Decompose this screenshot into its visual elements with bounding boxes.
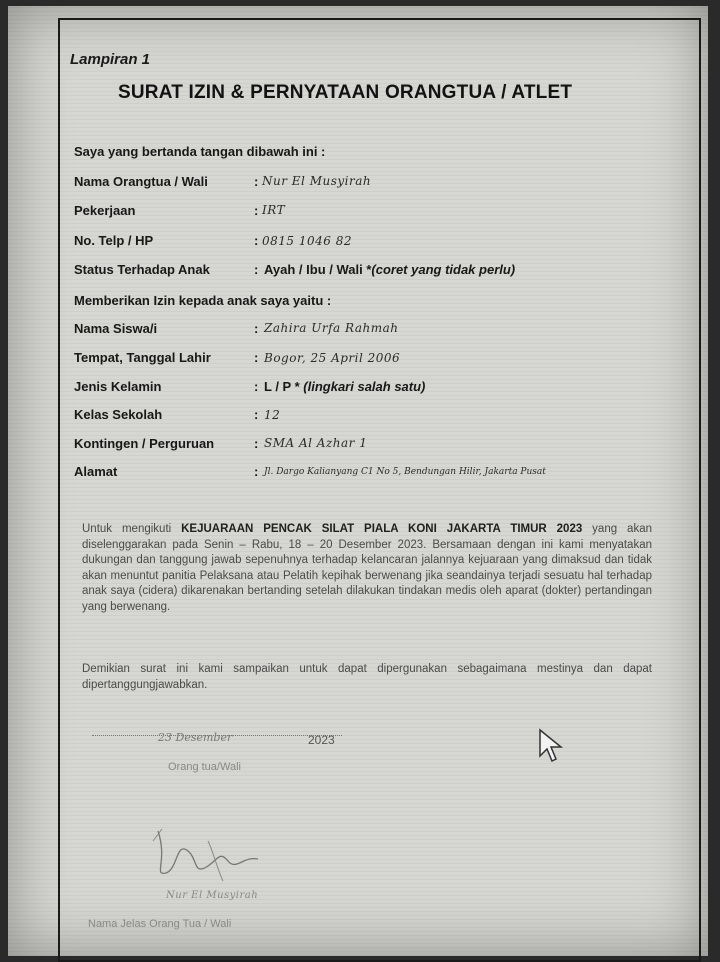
date-year: 2023 <box>308 733 335 747</box>
field-value-phone: 0815 1046 82 <box>262 234 352 248</box>
statement-paragraph: Untuk mengikuti KEJUARAAN PENCAK SILAT PIALA KONI JAKARTA TIMUR 2023 yang akan diselenggarakan pada Senin – Rabu, 18 – 20 Desember 2023. Bersamaan dengan ini kami menyatakan dukungan dan tanggung jawab sepenuhnya terhadap kelancaran jalannya kejuaraan yang dimaksud dan tidak akan menuntut panitia Pelaksana atau Pelatih kepihak berwenang jika seandainya terjadi sesuatu hal terhadap anak saya (cidera) dikarenakan bertanding setelah dilakukan tindakan medis oleh aparat (dokter) pertandingan yang berwenang. <box>82 523 652 613</box>
field-label: Nama Orangtua / Wali <box>74 174 208 189</box>
signature <box>148 821 278 891</box>
field-value-status: Ayah / Ibu / Wali * <box>264 262 372 277</box>
event-name: KEJUARAAN PENCAK SILAT PIALA KONI JAKARTA TIMUR 2023 <box>181 523 583 535</box>
field-label: Nama Siswa/i <box>74 321 158 336</box>
field-student-name: Nama Siswa/i : <box>74 321 259 336</box>
document-title: SURAT IZIN & PERNYATAAN ORANGTUA / ATLET <box>118 82 573 103</box>
signer-role: Orang tua/Wali <box>168 761 241 773</box>
field-label: Alamat <box>74 464 118 479</box>
field-label: Tempat, Tanggal Lahir <box>74 350 211 365</box>
field-value-student-name: Zahira Urfa Rahmah <box>264 321 399 335</box>
attachment-label: Lampiran 1 <box>70 51 151 68</box>
field-value-occupation: IRT <box>262 203 286 217</box>
field-class: Kelas Sekolah : <box>74 407 259 422</box>
field-label: Jenis Kelamin <box>74 379 162 394</box>
field-value-gender: L / P * <box>264 379 300 394</box>
field-value-class: 12 <box>264 408 281 422</box>
field-value-parent-name: Nur El Musyirah <box>262 174 372 188</box>
intro-text: Saya yang bertanda tangan dibawah ini : <box>74 144 326 159</box>
field-label: Kelas Sekolah <box>74 407 163 422</box>
field-phone: No. Telp / HP : <box>74 233 259 248</box>
signer-name: Nur El Musyirah <box>166 890 259 901</box>
field-label: Status Terhadap Anak <box>74 262 210 277</box>
field-label: Kontingen / Perguruan <box>74 436 215 451</box>
field-value-contingent: SMA Al Azhar 1 <box>264 436 368 450</box>
signature-caption: Nama Jelas Orang Tua / Wali <box>88 918 232 930</box>
permission-intro: Memberikan Izin kepada anak saya yaitu : <box>74 293 332 308</box>
field-occupation: Pekerjaan : <box>74 203 259 218</box>
field-value-birth: Bogor, 25 April 2006 <box>264 351 401 365</box>
status-note: (coret yang tidak perlu) <box>371 262 516 277</box>
date-handwritten: 23 Desember <box>158 731 233 744</box>
field-gender: Jenis Kelamin : L / P * (lingkari salah satu) <box>74 379 426 394</box>
document-photo <box>8 6 708 956</box>
field-value-address: Jl. Dargo Kalianyang C1 No 5, Bendungan Hilir, Jakarta Pusat <box>264 467 546 477</box>
field-label: No. Telp / HP <box>74 233 154 248</box>
field-parent-name: Nama Orangtua / Wali : <box>74 174 259 189</box>
mouse-cursor-icon <box>538 728 564 764</box>
field-birth: Tempat, Tanggal Lahir : <box>74 350 259 365</box>
field-status: Status Terhadap Anak : Ayah / Ibu / Wali *(coret yang tidak perlu) <box>74 262 516 277</box>
gender-note: (lingkari salah satu) <box>303 379 426 394</box>
field-contingent: Kontingen / Perguruan : <box>74 436 259 451</box>
field-label: Pekerjaan <box>74 203 136 218</box>
field-address: Alamat : <box>74 464 259 479</box>
closing-paragraph: Demikian surat ini kami sampaikan untuk dapat dipergunakan sebagaimana mestinya dan dapat dipertanggungjawabkan. <box>82 663 652 691</box>
